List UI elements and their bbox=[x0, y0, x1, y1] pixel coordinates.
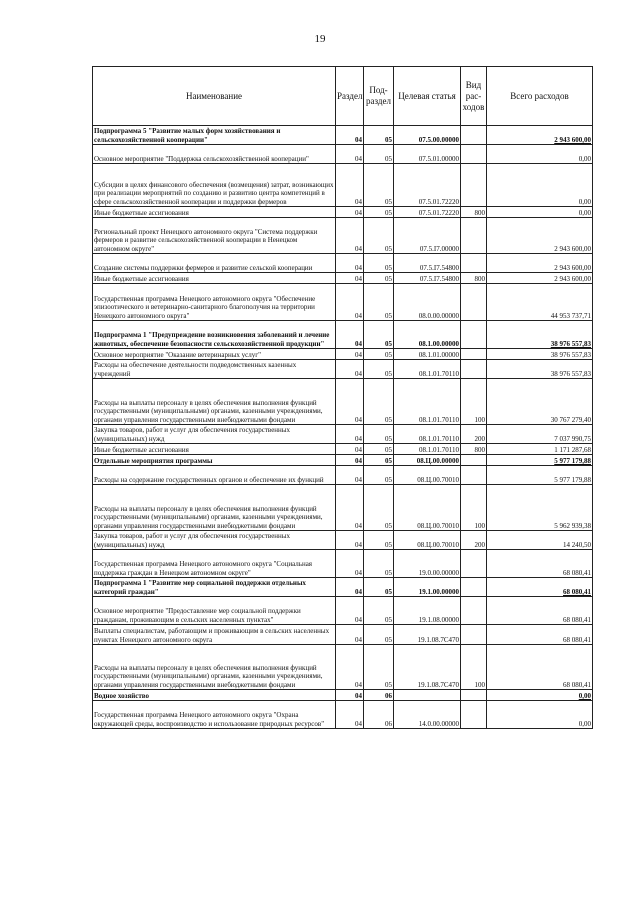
cell-razdel: 04 bbox=[336, 273, 364, 284]
col-header-target: Целевая статья bbox=[394, 67, 461, 126]
cell-name: Создание системы поддержки фермеров и развитие сельской кооперации bbox=[93, 254, 336, 273]
cell-razdel: 04 bbox=[336, 284, 364, 321]
cell-target: 19.1.08.7С470 bbox=[394, 625, 461, 645]
cell-target: 08.1.01.70110 bbox=[394, 425, 461, 444]
cell-name: Иные бюджетные ассигнования bbox=[93, 207, 336, 218]
table-row bbox=[93, 207, 593, 218]
table-row bbox=[93, 444, 593, 455]
table-row bbox=[93, 485, 593, 531]
cell-name: Расходы на выплаты персоналу в целях обеспечения выполнения функций государственными (муниципальными) органами, казенными учреждениями, органами управления государственными внебюджетными фондами bbox=[93, 645, 336, 690]
cell-total: 68 080,41 bbox=[487, 550, 593, 578]
cell-razdel: 04 bbox=[336, 321, 364, 349]
cell-razdel: 04 bbox=[336, 531, 364, 550]
cell-target: 08.1.01.00000 bbox=[394, 349, 461, 360]
table-body bbox=[93, 126, 593, 729]
cell-total: 44 953 737,71 bbox=[487, 284, 593, 321]
cell-razdel: 04 bbox=[336, 455, 364, 466]
cell-total: 0,00 bbox=[487, 207, 593, 218]
cell-total: 30 767 279,40 bbox=[487, 379, 593, 425]
cell-name: Закупка товаров, работ и услуг для обеспечения государственных (муниципальных) нужд bbox=[93, 531, 336, 550]
cell-kind: 800 bbox=[461, 273, 487, 284]
table-row bbox=[93, 164, 593, 207]
cell-target: 08.1.00.00000 bbox=[394, 321, 461, 349]
cell-total: 68 080,41 bbox=[487, 597, 593, 625]
cell-razdel: 04 bbox=[336, 485, 364, 531]
table-row bbox=[93, 578, 593, 597]
cell-target: 08.1.01.70110 bbox=[394, 360, 461, 379]
cell-total: 68 080,41 bbox=[487, 645, 593, 690]
cell-podrazdel: 05 bbox=[364, 284, 394, 321]
table-row bbox=[93, 645, 593, 690]
cell-razdel: 04 bbox=[336, 701, 364, 729]
cell-name: Основное мероприятие "Поддержка сельскохозяйственной кооперации" bbox=[93, 145, 336, 164]
cell-target: 07.5.I7.00000 bbox=[394, 218, 461, 254]
cell-podrazdel: 05 bbox=[364, 597, 394, 625]
cell-name: Расходы на содержание государственных органов и обеспечение их функций bbox=[93, 466, 336, 485]
cell-name: Государственная программа Ненецкого автономного округа "Охрана окружающей среды, воспроизводство и использование природных ресурсов" bbox=[93, 701, 336, 729]
cell-total: 0,00 bbox=[487, 145, 593, 164]
cell-name: Подпрограмма 5 "Развитие малых форм хозяйствования и сельскохозяйственной кооперации" bbox=[93, 126, 336, 145]
cell-target: 08.Ц.00.70010 bbox=[394, 485, 461, 531]
cell-razdel: 04 bbox=[336, 466, 364, 485]
cell-kind bbox=[461, 550, 487, 578]
cell-podrazdel: 05 bbox=[364, 645, 394, 690]
cell-name: Основное мероприятие "Оказание ветеринарных услуг" bbox=[93, 349, 336, 360]
cell-total: 1 171 287,68 bbox=[487, 444, 593, 455]
cell-podrazdel: 05 bbox=[364, 455, 394, 466]
cell-razdel: 04 bbox=[336, 690, 364, 701]
cell-target: 08.Ц.00.70010 bbox=[394, 466, 461, 485]
cell-target: 07.5.01.72220 bbox=[394, 207, 461, 218]
col-header-razdel: Раздел bbox=[336, 67, 364, 126]
cell-name: Отдельные мероприятия программы bbox=[93, 455, 336, 466]
cell-name: Расходы на обеспечение деятельности подведомственных казенных учреждений bbox=[93, 360, 336, 379]
page-number: 19 bbox=[314, 33, 326, 45]
table-row bbox=[93, 455, 593, 466]
cell-podrazdel: 05 bbox=[364, 531, 394, 550]
cell-kind: 100 bbox=[461, 485, 487, 531]
cell-total: 68 080,41 bbox=[487, 578, 593, 597]
cell-target: 08.Ц.00.70010 bbox=[394, 531, 461, 550]
cell-total: 2 943 600,00 bbox=[487, 218, 593, 254]
cell-kind: 100 bbox=[461, 645, 487, 690]
table-row bbox=[93, 425, 593, 444]
cell-target: 08.1.01.70110 bbox=[394, 444, 461, 455]
table-row bbox=[93, 145, 593, 164]
cell-kind bbox=[461, 701, 487, 729]
cell-total: 14 240,50 bbox=[487, 531, 593, 550]
cell-kind: 800 bbox=[461, 444, 487, 455]
table-row bbox=[93, 349, 593, 360]
cell-razdel: 04 bbox=[336, 145, 364, 164]
cell-kind bbox=[461, 321, 487, 349]
cell-razdel: 04 bbox=[336, 625, 364, 645]
table-row bbox=[93, 550, 593, 578]
cell-podrazdel: 06 bbox=[364, 701, 394, 729]
cell-razdel: 04 bbox=[336, 444, 364, 455]
cell-podrazdel: 06 bbox=[364, 690, 394, 701]
cell-kind bbox=[461, 690, 487, 701]
cell-target: 07.5.01.00000 bbox=[394, 145, 461, 164]
cell-podrazdel: 05 bbox=[364, 218, 394, 254]
col-header-total: Всего расходов bbox=[487, 67, 593, 126]
cell-kind bbox=[461, 597, 487, 625]
cell-name: Субсидии в целях финансового обеспечения (возмещения) затрат, возникающих при реализации мероприятий по созданию и развитию центра компетенций в сфере сельскохозяйственной кооперации и поддержки фермеров bbox=[93, 164, 336, 207]
table-row bbox=[93, 273, 593, 284]
cell-target: 07.5.I7.54800 bbox=[394, 273, 461, 284]
cell-podrazdel: 05 bbox=[364, 444, 394, 455]
cell-target: 08.0.00.00000 bbox=[394, 284, 461, 321]
cell-kind bbox=[461, 455, 487, 466]
cell-podrazdel: 05 bbox=[364, 349, 394, 360]
cell-total: 38 976 557,83 bbox=[487, 349, 593, 360]
cell-razdel: 04 bbox=[336, 254, 364, 273]
table-row bbox=[93, 284, 593, 321]
cell-kind bbox=[461, 578, 487, 597]
cell-podrazdel: 05 bbox=[364, 379, 394, 425]
cell-total: 5 977 179,88 bbox=[487, 455, 593, 466]
cell-total: 0,00 bbox=[487, 690, 593, 701]
cell-razdel: 04 bbox=[336, 164, 364, 207]
cell-total: 2 943 600,00 bbox=[487, 126, 593, 145]
cell-name: Подпрограмма 1 "Предупреждение возникновения заболеваний и лечение животных, обеспечение безопасности сельскохозяйственной продукции" bbox=[93, 321, 336, 349]
cell-razdel: 04 bbox=[336, 349, 364, 360]
cell-name: Выплаты специалистам, работающим и проживающим в сельских населенных пунктах Ненецкого автономного округа bbox=[93, 625, 336, 645]
cell-name: Основное мероприятие "Предоставление мер социальной поддержки гражданам, проживающим в сельских населенных пунктах" bbox=[93, 597, 336, 625]
cell-podrazdel: 05 bbox=[364, 207, 394, 218]
cell-kind bbox=[461, 145, 487, 164]
cell-kind bbox=[461, 466, 487, 485]
cell-podrazdel: 05 bbox=[364, 625, 394, 645]
table-row bbox=[93, 254, 593, 273]
cell-razdel: 04 bbox=[336, 578, 364, 597]
cell-kind bbox=[461, 284, 487, 321]
cell-kind: 100 bbox=[461, 379, 487, 425]
cell-kind: 800 bbox=[461, 207, 487, 218]
cell-target: 14.0.00.00000 bbox=[394, 701, 461, 729]
cell-total: 5 962 939,38 bbox=[487, 485, 593, 531]
cell-podrazdel: 05 bbox=[364, 321, 394, 349]
cell-kind bbox=[461, 349, 487, 360]
cell-podrazdel: 05 bbox=[364, 273, 394, 284]
cell-target bbox=[394, 690, 461, 701]
cell-razdel: 04 bbox=[336, 425, 364, 444]
cell-name: Расходы на выплаты персоналу в целях обеспечения выполнения функций государственными (муниципальными) органами, казенными учреждениями, органами управления государственными внебюджетными фондами bbox=[93, 485, 336, 531]
cell-target: 07.5.00.00000 bbox=[394, 126, 461, 145]
table-row bbox=[93, 218, 593, 254]
cell-total: 0,00 bbox=[487, 164, 593, 207]
table-row bbox=[93, 360, 593, 379]
cell-razdel: 04 bbox=[336, 379, 364, 425]
cell-razdel: 04 bbox=[336, 207, 364, 218]
cell-name: Иные бюджетные ассигнования bbox=[93, 444, 336, 455]
cell-total: 5 977 179,88 bbox=[487, 466, 593, 485]
cell-target: 07.5.01.72220 bbox=[394, 164, 461, 207]
cell-name: Региональный проект Ненецкого автономного округа "Система поддержки фермеров и развитие сельскохозяйственной кооперации в Ненецком автономном округе" bbox=[93, 218, 336, 254]
cell-target: 19.0.00.00000 bbox=[394, 550, 461, 578]
col-header-podrazdel: Под-раздел bbox=[364, 67, 394, 126]
cell-podrazdel: 05 bbox=[364, 425, 394, 444]
expenditure-table bbox=[92, 66, 593, 729]
cell-target: 19.1.08.00000 bbox=[394, 597, 461, 625]
cell-name: Государственная программа Ненецкого автономного округа "Социальная поддержка граждан в Ненецком автономном округе" bbox=[93, 550, 336, 578]
table-row bbox=[93, 466, 593, 485]
cell-total: 2 943 600,00 bbox=[487, 254, 593, 273]
cell-podrazdel: 05 bbox=[364, 578, 394, 597]
cell-razdel: 04 bbox=[336, 645, 364, 690]
cell-podrazdel: 05 bbox=[364, 126, 394, 145]
cell-podrazdel: 05 bbox=[364, 485, 394, 531]
cell-podrazdel: 05 bbox=[364, 164, 394, 207]
col-header-kind: Вид рас-ходов bbox=[461, 67, 487, 126]
cell-podrazdel: 05 bbox=[364, 360, 394, 379]
cell-razdel: 04 bbox=[336, 360, 364, 379]
cell-podrazdel: 05 bbox=[364, 550, 394, 578]
cell-target: 19.1.00.00000 bbox=[394, 578, 461, 597]
cell-kind bbox=[461, 360, 487, 379]
cell-total: 38 976 557,83 bbox=[487, 321, 593, 349]
cell-name: Закупка товаров, работ и услуг для обеспечения государственных (муниципальных) нужд bbox=[93, 425, 336, 444]
cell-target: 07.5.I7.54800 bbox=[394, 254, 461, 273]
table-row bbox=[93, 126, 593, 145]
cell-name: Водное хозяйство bbox=[93, 690, 336, 701]
cell-name: Подпрограмма 1 "Развитие мер социальной поддержки отдельных категорий граждан" bbox=[93, 578, 336, 597]
cell-razdel: 04 bbox=[336, 218, 364, 254]
cell-name: Расходы на выплаты персоналу в целях обеспечения выполнения функций государственными (муниципальными) органами, казенными учреждениями, органами управления государственными внебюджетными фондами bbox=[93, 379, 336, 425]
cell-podrazdel: 05 bbox=[364, 466, 394, 485]
cell-target: 08.Ц.00.00000 bbox=[394, 455, 461, 466]
cell-total: 68 080,41 bbox=[487, 625, 593, 645]
col-header-name: Наименование bbox=[93, 67, 336, 126]
cell-total: 7 037 990,75 bbox=[487, 425, 593, 444]
table-row bbox=[93, 379, 593, 425]
cell-target: 19.1.08.7С470 bbox=[394, 645, 461, 690]
cell-kind bbox=[461, 164, 487, 207]
cell-total: 38 976 557,83 bbox=[487, 360, 593, 379]
cell-kind: 200 bbox=[461, 531, 487, 550]
table-header-row bbox=[93, 67, 593, 126]
table-row bbox=[93, 625, 593, 645]
table-row bbox=[93, 690, 593, 701]
cell-kind bbox=[461, 218, 487, 254]
cell-name: Иные бюджетные ассигнования bbox=[93, 273, 336, 284]
cell-total: 2 943 600,00 bbox=[487, 273, 593, 284]
cell-kind bbox=[461, 254, 487, 273]
table-row bbox=[93, 597, 593, 625]
table-row bbox=[93, 701, 593, 729]
cell-razdel: 04 bbox=[336, 126, 364, 145]
cell-kind: 200 bbox=[461, 425, 487, 444]
cell-razdel: 04 bbox=[336, 597, 364, 625]
cell-target: 08.1.01.70110 bbox=[394, 379, 461, 425]
cell-kind bbox=[461, 625, 487, 645]
cell-total: 0,00 bbox=[487, 701, 593, 729]
cell-razdel: 04 bbox=[336, 550, 364, 578]
cell-podrazdel: 05 bbox=[364, 145, 394, 164]
cell-podrazdel: 05 bbox=[364, 254, 394, 273]
cell-name: Государственная программа Ненецкого автономного округа "Обеспечение эпизоотического и ветеринарно-санитарного благополучия на территории Ненецкого автономного округа" bbox=[93, 284, 336, 321]
table-row bbox=[93, 531, 593, 550]
table-row bbox=[93, 321, 593, 349]
cell-kind bbox=[461, 126, 487, 145]
